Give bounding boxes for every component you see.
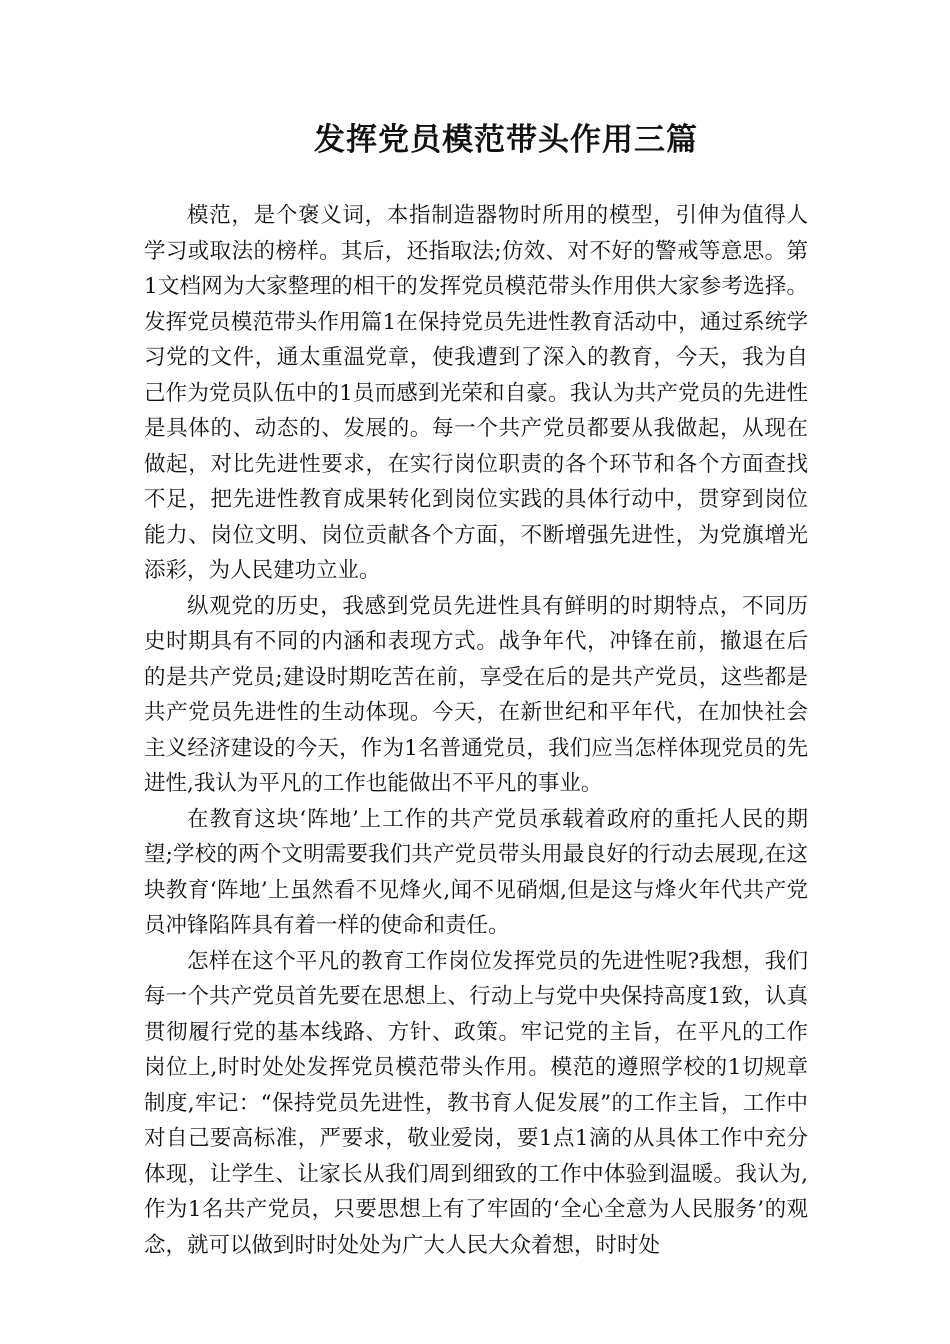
paragraph-1: 模范，是个褒义词，本指制造器物时所用的模型，引伸为值得人学习或取法的榜样。其后，还指取法;仿效、对不好的警戒等意思。第1文档网为大家整理的相干的发挥党员模范带头作用供大家参考选择。发挥党员模范带头作用篇1在保持党员先进性教育活动中，通过系统学习党的文件，通太重温党章，使我遭到了深入的教育，今天，我为自己作为党员队伍中的1员而感到光荣和自豪。我认为共产党员的先进性是具体的、动态的、发展的。每一个共产党员都要从我做起，从现在做起，对比先进性要求，在实行岗位职责的各个环节和各个方面查找不足，把先进性教育成果转化到岗位实践的具体行动中，贯穿到岗位能力、岗位文明、岗位贡献各个方面，不断增强先进性，为党旗增光添彩，为人民建功立业。 — [144, 203, 808, 583]
document-body — [144, 198, 808, 1263]
document-title: 发挥党员模范带头作用三篇 — [314, 122, 698, 158]
paragraph-3: 在教育这块‘阵地’上工作的共产党员承载着政府的重托人民的期望;学校的两个文明需要我们共产党员带头用最良好的行动去展现,在这块教育‘阵地’上虽然看不见烽火,闻不见硝烟,但是这与烽火年代共产党员冲锋陷阵具有着一样的使命和责任。 — [144, 806, 808, 938]
paragraph-2: 纵观党的历史，我感到党员先进性具有鲜明的时期特点，不同历史时期具有不同的内涵和表现方式。战争年代，冲锋在前，撤退在后的是共产党员;建设时期吃苦在前，享受在后的是共产党员，这些都是共产党员先进性的生动体现。今天，在新世纪和平年代，在加快社会主义经济建设的今天，作为1名普通党员，我们应当怎样体现党员的先进性,我认为平凡的工作也能做出不平凡的事业。 — [144, 593, 808, 796]
paragraph-4: 怎样在这个平凡的教育工作岗位发挥党员的先进性呢?我想，我们每一个共产党员首先要在思想上、行动上与党中央保持高度1致，认真贯彻履行党的基本线路、方针、政策。牢记党的主旨，在平凡的工作岗位上,时时处处发挥党员模范带头作用。模范的遵照学校的1切规章制度,牢记：“保持党员先进性，教书育人促发展”的工作主旨，工作中对自己要高标准，严要求，敬业爱岗，要1点1滴的从具体工作中充分体现，让学生、让家长从我们周到细致的工作中体验到温暖。我认为,作为1名共产党员，只要思想上有了牢固的‘全心全意为人民服务’的观念，就可以做到时时处处为广大人民大众着想，时时处 — [144, 948, 808, 1258]
